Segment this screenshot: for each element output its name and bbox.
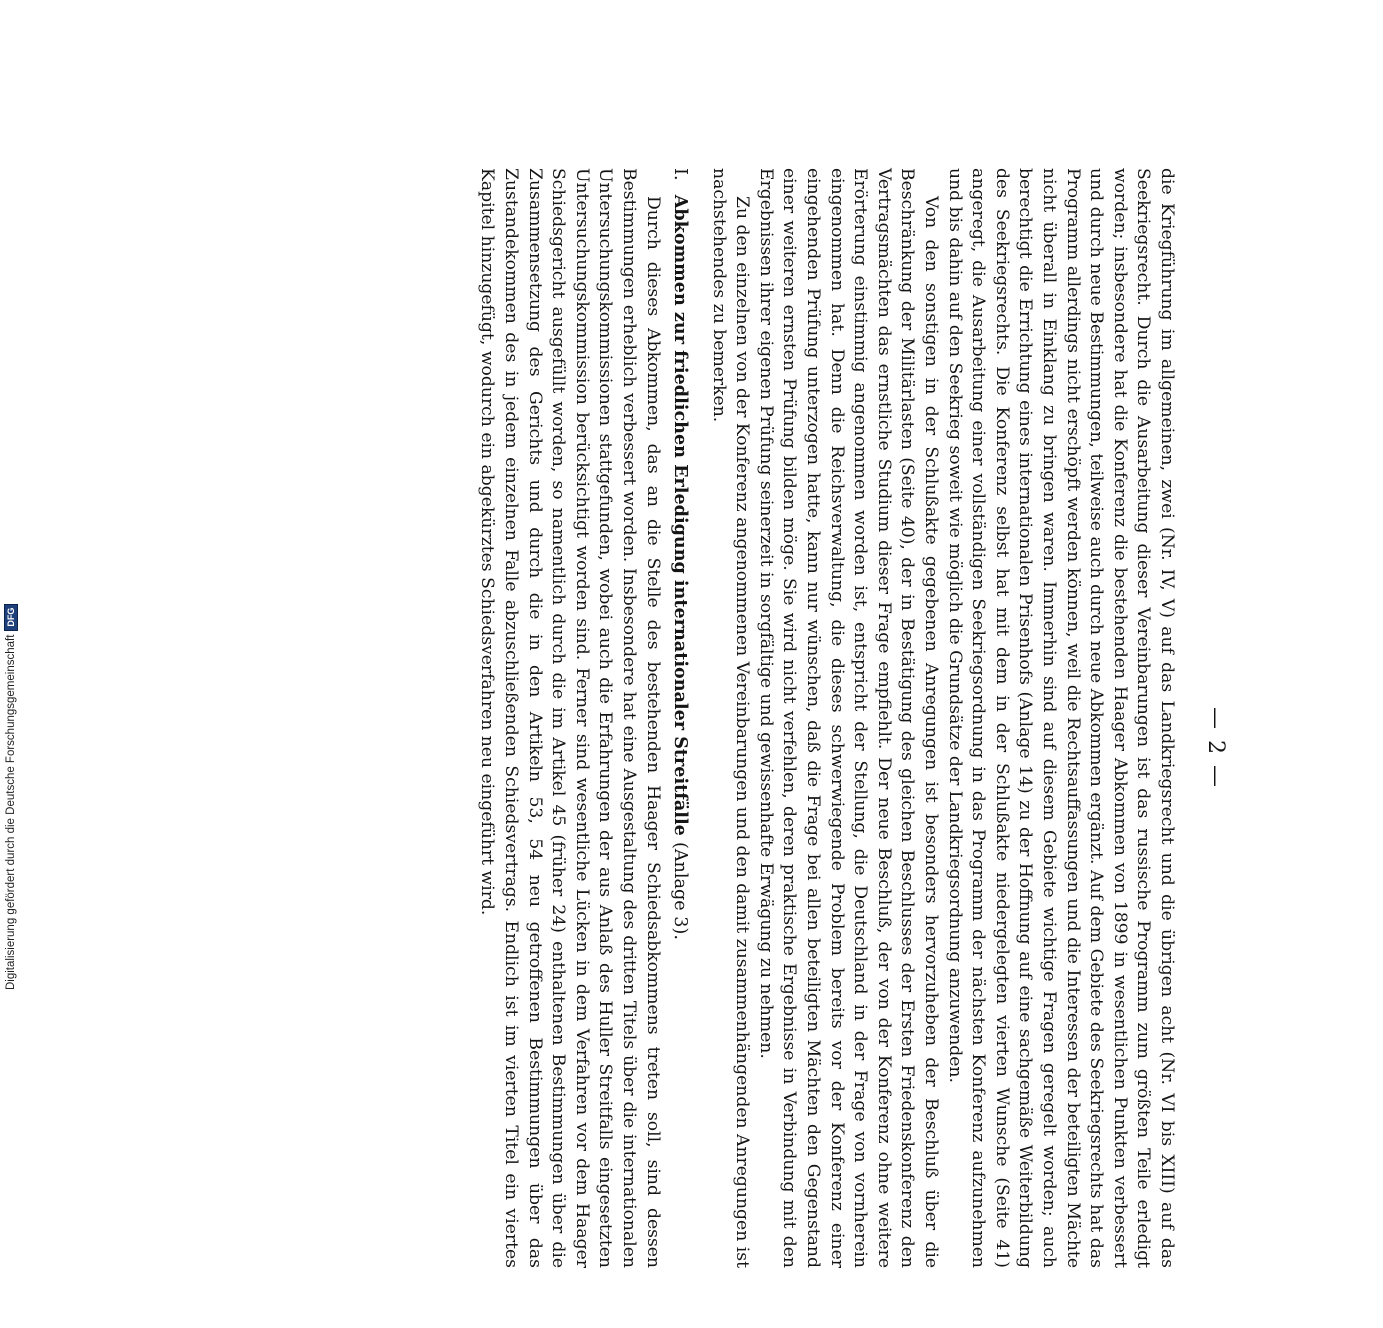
digitization-credit [4, 604, 18, 990]
section-number: I. [670, 168, 691, 181]
dfg-logo: DFG [4, 604, 18, 631]
paragraph-2: Von den sonstigen in der Schlußakte gegebenen Anregungen ist besonders hervorzuheben der Beschluß über die Beschränkung der Militärlasten (Seite 40), der in Bestätigung des gleichen Beschlusses der Ersten Friedenskonferenz den Vertragsmächten das ernstliche Studium dieser Frage empfiehlt. Der neue Beschluß, der von der Konferenz ohne weitere Erörterung einstimmig angenommen worden ist, entspricht der Stellung, die Deutschland in der Frage von vornherein eingenommen hat. Denn die Reichsverwaltung, die dieses schwerwiegende Problem bereits vor der Konferenz einer eingehenden Prüfung unterzogen hatte, kann nur wünschen, daß die Frage bei allen beteiligten Mächten den Gegenstand einer weiteren ernsten Prüfung bilden möge. Sie wird nicht verfehlen, deren praktische Ergebnisse in Verbindung mit den Ergebnissen ihrer eigenen Prüfung seinerzeit in sorgfältige und gewissenhafte Erwägung zu nehmen. [755, 168, 942, 1268]
rotated-document-page [477, 168, 1228, 1328]
section-heading [668, 168, 693, 1268]
document-body [475, 168, 1178, 1268]
page-number: — 2 — [1203, 707, 1228, 789]
section-note: (Anlage 3). [670, 841, 691, 940]
credit-text: Digitalisierung gefördert durch die Deutsche Forschungsgemeinschaft [5, 634, 17, 990]
section-title: Abkommen zur friedlichen Erledigung internationaler Streitfälle [670, 194, 692, 836]
paragraph-1: die Kriegführung im allgemeinen, zwei (Nr. IV, V) auf das Landkriegsrecht und die übrigen acht (Nr. VI bis XIII) auf das Seekriegsrecht. Durch die Ausarbeitung dieser Vereinbarungen ist das russische Programm zum größten Teile erledigt worden; insbesondere hat die Konferenz die bestehenden Haager Abkommen von 1899 in wesentlichen Punkten verbessert und durch neue Bestimmungen, teilweise auch durch neue Abkommen ergänzt. Auf dem Gebiete des Seekriegsrechts hat das Programm allerdings nicht erschöpft werden können, weil die Rechtsauffassungen und die Interessen der beteiligten Mächte nicht überall in Einklang zu bringen waren. Immerhin sind auf diesem Gebiete wichtige Fragen geregelt worden; auch berechtigt die Errichtung eines internationalen Prisenhofs (Anlage 14) zu der Hoffnung auf eine sachgemäße Weiterbildung des Seekriegsrechts. Die Konferenz selbst hat mit dem in der Schlußakte niedergelegten vierten Wunsche (Seite 41) angeregt, die Ausarbeitung einer vollständigen Seekriegsordnung in das Programm der nächsten Konferenz aufzunehmen und bis dahin auf den Seekrieg soweit wie möglich die Grundsätze der Landkriegsordnung anzuwenden. [944, 168, 1177, 1268]
section-paragraph-1: Durch dieses Abkommen, das an die Stelle des bestehenden Haager Schiedsabkommens treten soll, sind dessen Bestimmungen erheblich verbessert worden. Insbesondere hat eine Ausgestaltung des dritten Titels über die internationalen Untersuchungskommissionen stattgefunden, wobei auch die Erfahrungen der aus Anlaß des Huller Streitfalls eingesetzten Untersuchungskommission berücksichtigt worden sind. Ferner sind wesentliche Lücken in dem Verfahren vor dem Haager Schiedsgericht ausgefüllt worden, so namentlich durch die im Artikel 45 (früher 24) enthaltenen Bestimmungen über die Zusammensetzung des Gerichts und durch die in den Artikeln 53, 54 neu getroffenen Bestimmungen über das Zustandekommen des in jedem einzelnen Falle abzuschließenden Schiedsvertrags. Endlich ist im vierten Titel ein viertes Kapitel hinzugefügt, wodurch ein abgekürztes Schiedsverfahren neu eingeführt wird. [477, 168, 663, 1268]
paragraph-3: Zu den einzelnen von der Konferenz angenommenen Vereinbarungen und den damit zusammenhängenden Anregungen ist nachstehendes zu bemerken. [708, 168, 753, 1268]
